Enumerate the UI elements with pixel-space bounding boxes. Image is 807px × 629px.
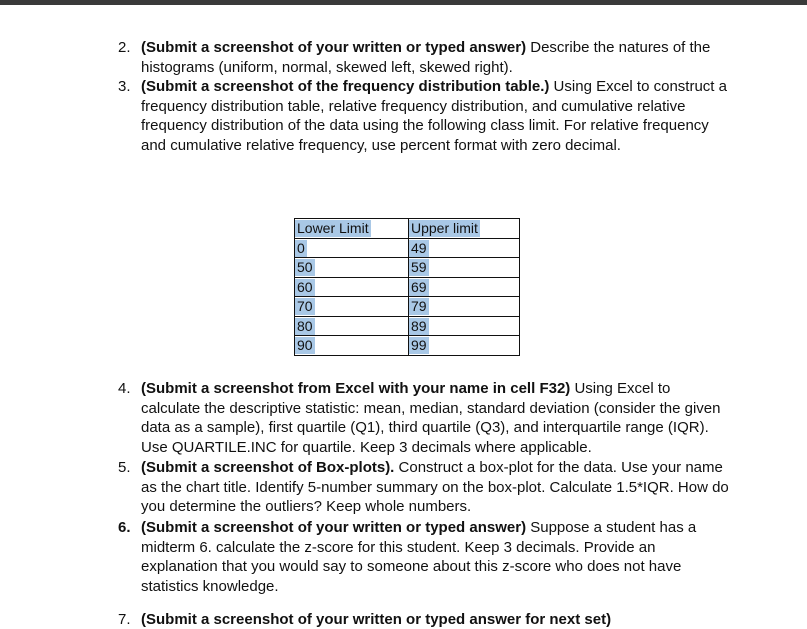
question-text: Suppose a student has a midterm 6. calculate the z-score for this student. Keep 3 decimals. Provide an explanation that you would say to someone about this z-score who does not have statistics knowledge. <box>141 519 697 596</box>
table-cell-upper: 79 <box>409 297 520 317</box>
question-text: Using Excel to construct a frequency distribution table, relative frequency distribution, and cumulative relative frequency distribution of the data using the following class limit. For relative frequency and cumulative relative frequency, use percent format with zero decimal. <box>141 78 727 155</box>
table-cell-lower: 0 <box>295 238 409 258</box>
table-cell-upper: 89 <box>409 316 520 336</box>
question-number: 2. <box>118 39 131 56</box>
question-number: 6. <box>118 519 131 536</box>
question-instruction-bold: (Submit a screenshot of your written or typed answer for next set) <box>141 611 612 628</box>
table-cell-lower: 90 <box>295 336 409 356</box>
table-cell-upper: 59 <box>409 258 520 278</box>
table-cell-lower: 80 <box>295 316 409 336</box>
question-number: 3. <box>118 78 131 95</box>
table-row <box>295 297 520 317</box>
question-body <box>141 458 729 517</box>
question-body <box>141 77 729 156</box>
question-number: 4. <box>118 380 131 397</box>
question-number: 7. <box>118 611 131 628</box>
question-text: Describe the natures of the histograms (uniform, normal, skewed left, skewed right). <box>141 39 711 76</box>
question-body <box>141 379 729 458</box>
question-instruction-bold: (Submit a screenshot from Excel with your name in cell F32) <box>141 380 571 397</box>
table-cell-lower: 70 <box>295 297 409 317</box>
class-limits-table <box>294 218 520 356</box>
table-cell-lower: 50 <box>295 258 409 278</box>
question-instruction-bold: (Submit a screenshot of the frequency distribution table.) <box>141 78 550 95</box>
question-number: 5. <box>118 459 131 476</box>
table-header-cell: Upper limit <box>409 219 520 239</box>
question-body <box>141 518 729 597</box>
table-cell-upper: 99 <box>409 336 520 356</box>
table-row <box>295 238 520 258</box>
question-text: Using Excel to calculate the descriptive statistic: mean, median, standard deviation (consider the given data as a sample), first quartile (Q1), third quartile (Q3), and interquartile range (IQR). Use QUARTILE.INC for quartile. Keep 3 decimals where applicable. <box>141 380 721 457</box>
table-cell-upper: 49 <box>409 238 520 258</box>
question-body <box>141 38 729 77</box>
table-cell-upper: 69 <box>409 277 520 297</box>
table-row <box>295 258 520 278</box>
table-row <box>295 316 520 336</box>
question-instruction-bold: (Submit a screenshot of Box-plots). <box>141 459 395 476</box>
question-text: Construct a box-plot for the data. Use your name as the chart title. Identify 5-number summary on the box-plot. Calculate 1.5*IQR. How do you determine the outliers? Keep whole numbers. <box>141 459 729 516</box>
table-header-cell: Lower Limit <box>295 219 409 239</box>
table-row <box>295 277 520 297</box>
question-instruction-bold: (Submit a screenshot of your written or typed answer) <box>141 39 527 56</box>
table-cell-lower: 60 <box>295 277 409 297</box>
question-7-cutoff <box>118 610 678 628</box>
question-instruction-bold: (Submit a screenshot of your written or typed answer) <box>141 519 527 536</box>
table-header-row <box>295 219 520 239</box>
table-row <box>295 336 520 356</box>
